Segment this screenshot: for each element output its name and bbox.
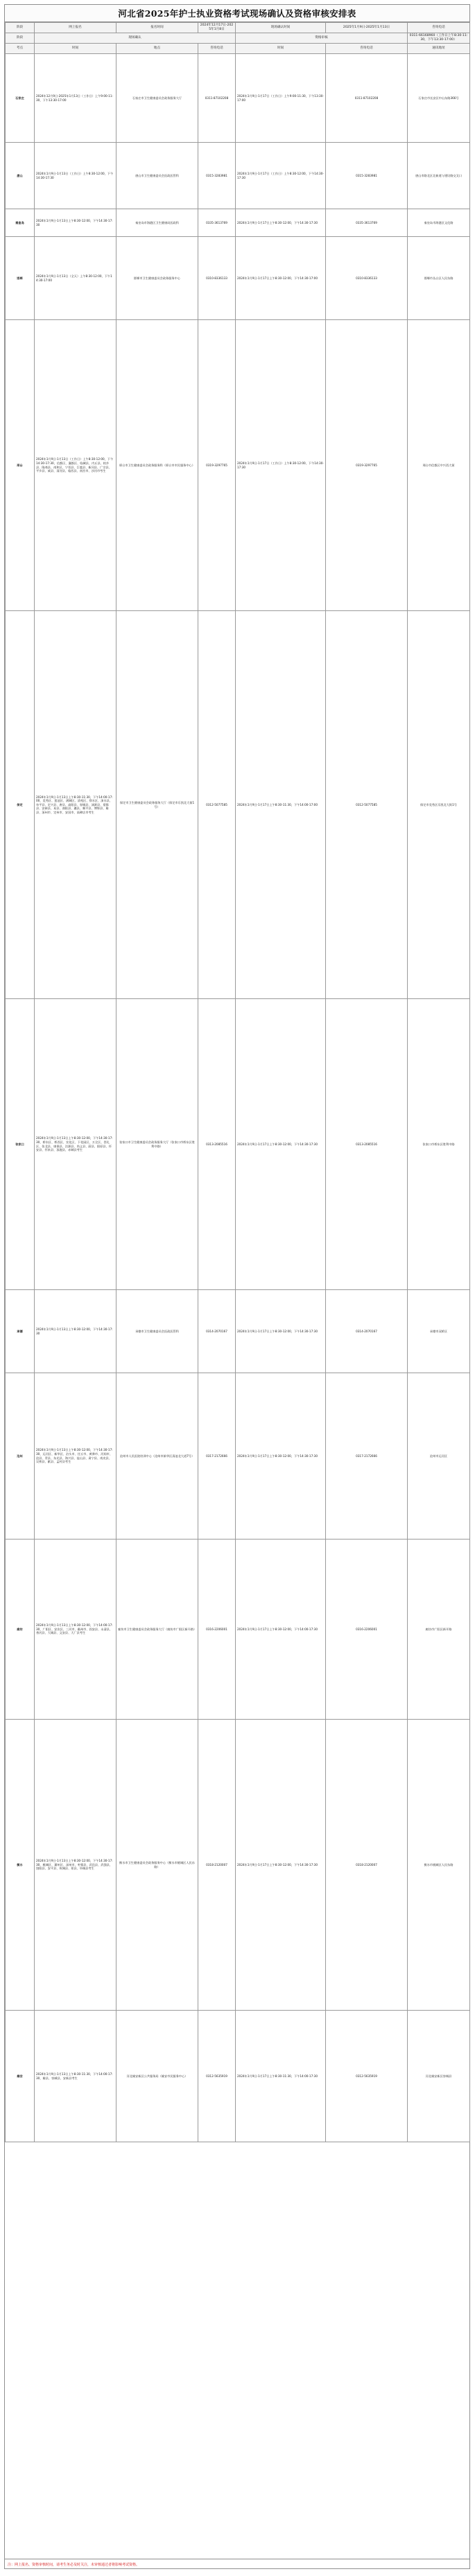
confirm-phone-cell: 0319-3297765	[198, 320, 236, 611]
mail-col: 通讯地址	[408, 44, 470, 54]
city-row	[6, 143, 470, 209]
schedule-table	[5, 22, 470, 2142]
confirm-stage: 现场确认	[35, 33, 236, 44]
confirm-time-cell: 2024年1月9日-1月13日上午8:30-11:30，下午14:00-17:00，竞秀区、莲池区、满城区、清苑区、徐水区、涞水县、阜平县、定兴县、唐县、高阳县、容城县、涞源县、望都县、安新县、易县、曲阳县、蠡县、顺平县、博野县、雄县、涿州市、定州市、安国市、高碑店市考生	[35, 611, 116, 999]
city-name: 邯郸	[6, 237, 35, 320]
register-time: 2024年12月17日-2025年1月8日	[198, 23, 236, 33]
city-row	[6, 1720, 470, 2011]
confirm-phone-cell: 0312-5077585	[198, 611, 236, 999]
header-row-2	[6, 33, 470, 44]
confirm-phone-cell: 0312-5635919	[198, 2011, 236, 2142]
review-phone-cell: 0310-8336133	[326, 237, 408, 320]
review-time-cell: 2024年1月9日-1月17日（工作日）上午9:00-11:30，下午13:30-17:00	[236, 54, 326, 143]
mail-address-cell: 秦皇岛市海港区文化路	[408, 209, 470, 237]
confirm-time-cell: 2024年1月9日-1月13日上午8:30-11:30，下午14:00-17:30，雄县、容城县、安新县考生	[35, 2011, 116, 2142]
review-time-cell: 2024年1月9日-1月17日上午8:30-12:00，下午14:30-17:30	[236, 209, 326, 237]
confirm-time-cell: 2024年1月9日-1月13日上午8:30-12:00，下午14:30-17:30	[35, 1290, 116, 1373]
register-time-header: 报名时间	[116, 23, 198, 33]
review-time-cell: 2024年1月9日-1月17日上午8:30-12:00，下午14:30-17:30	[236, 999, 326, 1290]
review-phone-cell: 0312-5077585	[326, 611, 408, 999]
city-row	[6, 1373, 470, 1540]
confirm-place-cell: 衡水市卫生健康委员会政务服务中心（衡水市桃城区人民东路）	[116, 1720, 198, 2011]
review-time-cell: 2024年1月9日-1月17日上午8:30-11:30，下午14:00-17:30	[236, 2011, 326, 2142]
city-row	[6, 320, 470, 611]
confirm-phone-cell: 0315-3283981	[198, 143, 236, 209]
confirm-place-cell: 张家口市卫生健康委员会政务服务大厅（张家口市桥东区胜利中路）	[116, 999, 198, 1290]
review-phone-cell: 0314-2070167	[326, 1290, 408, 1373]
city-name: 邢台	[6, 320, 35, 611]
city-row	[6, 1290, 470, 1373]
city-name: 唐山	[6, 143, 35, 209]
confirm-place-cell: 承德市卫生健康委员会医政医管科	[116, 1290, 198, 1373]
register-stage: 网上报名	[35, 23, 116, 33]
mail-address-cell: 唐山市路北区北新道与建设路交叉口	[408, 143, 470, 209]
region-header: 考点	[6, 44, 35, 54]
review-time-cell: 2024年1月9日-1月17日上午8:30-12:00，下午14:30-17:30	[236, 1290, 326, 1373]
title-row	[5, 5, 469, 22]
city-row	[6, 237, 470, 320]
city-name: 石家庄	[6, 54, 35, 143]
review-time-cell: 2024年1月9日-1月17日上午8:30-12:00，下午14:30-17:30	[236, 1720, 326, 2011]
confirm-phone-cell: 0310-8336133	[198, 237, 236, 320]
confirm-time-cell: 2024年1月9日-1月13日上午8:30-12:00，下午14:30-17:30，桃城区、冀州区、深州市、枣强县、武邑县、武强县、饶阳县、安平县、故城县、景县、阜城县考生	[35, 1720, 116, 2011]
confirm-phone-cell: 0335-3613769	[198, 209, 236, 237]
review-time-cell: 2024年1月9日-1月17日上午8:30-11:30，下午14:00-17:00	[236, 611, 326, 999]
review-time-cell: 2024年1月9日-1月17日上午8:30-12:00，下午14:00-17:30	[236, 1540, 326, 1720]
confirm-place-cell: 保定市卫生健康委员会政务服务大厅（保定市乐凯北大街1号）	[116, 611, 198, 999]
confirm-time-cell: 2024年1月9日-1月13日上午8:30-12:00，下午14:00-17:30，广阳区、安次区、三河市、霸州市、固安县、永清县、香河县、大城县、文安县、大厂县考生	[35, 1540, 116, 1720]
confirm-place-col: 地点	[116, 44, 198, 54]
review-phone-cell: 0319-3297765	[326, 320, 408, 611]
review-time-cell: 2024年1月9日-1月17日（工作日）上午8:30-12:00，下午14:30-17:30	[236, 320, 326, 611]
city-name: 保定	[6, 611, 35, 999]
consult-header: 咨询电话	[408, 23, 470, 33]
confirm-place-cell: 邯郸市卫生健康委员会政务服务中心	[116, 237, 198, 320]
city-row	[6, 1540, 470, 1720]
city-name: 秦皇岛	[6, 209, 35, 237]
confirm-time-header: 现场确认时间	[236, 23, 326, 33]
confirm-place-cell: 石家庄市卫生健康委员会政务服务大厅	[116, 54, 198, 143]
confirm-time-cell: 2024年1月9日-1月13日（工作日）上午8:30-12:00，下午14:30-17:30，信都区、襄都区、临城县、内丘县、柏乡县、隆尧县、南和区、宁晋县、巨鹿县、新河县、广宗县、平乡县、威县、清河县、临西县、南宫市、沙河市考生	[35, 320, 116, 611]
review-stage: 资格审核	[236, 33, 408, 44]
confirm-time-col: 时间	[35, 44, 116, 54]
confirm-place-cell: 秦皇岛市海港区卫生健康局医政科	[116, 209, 198, 237]
header-row-3	[6, 44, 470, 54]
confirm-time-cell: 2024年1月9日-1月13日（工作日）上午8:30-12:00，下午14:30-17:30	[35, 143, 116, 209]
confirm-place-cell: 唐山市卫生健康委员会医政医管科	[116, 143, 198, 209]
consult-value: 0311-66168960（工作日上午8:30-11:30，下午13:30-17:00）	[408, 33, 470, 44]
review-phone-cell: 0318-2120007	[326, 1720, 408, 2011]
confirm-place-cell: 廊坊市卫生健康委员会政务服务大厅（廊坊市广阳区新开路）	[116, 1540, 198, 1720]
mail-address-cell: 邯郸市丛台区人民东路	[408, 237, 470, 320]
confirm-place-cell: 河北雄安新区公共服务局（雄安市民服务中心）	[116, 2011, 198, 2142]
confirm-phone-col: 咨询电话	[198, 44, 236, 54]
city-row	[6, 999, 470, 1290]
city-row	[6, 54, 470, 143]
confirm-phone-cell: 0318-2120007	[198, 1720, 236, 2011]
review-phone-col: 咨询电话	[326, 44, 408, 54]
city-name: 张家口	[6, 999, 35, 1290]
confirm-time-cell: 2024年12月9日-2025年1月13日（工作日）上午9:00-11:30，下午13:30-17:00	[35, 54, 116, 143]
arrangement-sheet	[4, 4, 470, 2569]
mail-address-cell: 邢台市信都区中兴西大街	[408, 320, 470, 611]
city-name: 承德	[6, 1290, 35, 1373]
mail-address-cell: 衡水市桃城区人民东路	[408, 1720, 470, 2011]
city-row	[6, 209, 470, 237]
confirm-phone-cell: 0311-87102208	[198, 54, 236, 143]
confirm-time-cell: 2024年1月9日-1月13日上午8:30-12:00，下午14:30-17:30，运河区、新华区、泊头市、任丘市、黄骅市、河间市、沧县、青县、东光县、海兴县、盐山县、肃宁县、南皮县、吴桥县、献县、孟村县考生	[35, 1373, 116, 1540]
mail-address-cell: 承德市双桥区	[408, 1290, 470, 1373]
mail-address-cell: 沧州市运河区	[408, 1373, 470, 1540]
review-phone-cell: 0316-2206001	[326, 1540, 408, 1720]
confirm-phone-cell: 0317-2172666	[198, 1373, 236, 1540]
stage-header: 阶段	[6, 23, 35, 33]
review-phone-cell: 0312-5635919	[326, 2011, 408, 2142]
schedule-body	[6, 23, 470, 2142]
city-name: 沧州	[6, 1373, 35, 1540]
city-row	[6, 2011, 470, 2142]
footer-note: 注：网上报名、资格审核时间，请考生务必及时关注，未审核通过者将影响考试资格。	[5, 2559, 469, 2568]
review-time-cell: 2024年1月9日-1月17日上午8:30-12:00，下午14:30-17:00	[236, 237, 326, 320]
confirm-phone-cell: 0314-2070167	[198, 1290, 236, 1373]
review-phone-cell: 0311-87102208	[326, 54, 408, 143]
city-name: 衡水	[6, 1720, 35, 2011]
confirm-time-cell: 2024年1月9日-1月13日上午8:30-12:00，下午14:30-17:30	[35, 209, 116, 237]
review-phone-cell: 0317-2172666	[326, 1373, 408, 1540]
mail-address-cell: 廊坊市广阳区新开路	[408, 1540, 470, 1720]
confirm-time: 2025年1月9日-2025年1月13日	[326, 23, 408, 33]
page-title: 河北省2025年护士执业资格考试现场确认及资格审核安排表	[118, 8, 356, 19]
header-row-1	[6, 23, 470, 33]
city-row	[6, 611, 470, 999]
review-time-cell: 2024年1月9日-1月17日（工作日）上午8:30-12:00，下午14:30-17:30	[236, 143, 326, 209]
city-name: 雄安	[6, 2011, 35, 2142]
confirm-time-cell: 2024年1月9日-1月13日上午8:30-12:00，下午14:30-17:30，桥东区、桥西区、宣化区、下花园区、万全区、崇礼区、张北县、康保县、沽源县、尚义县、蔚县、阳原县、怀安县、怀来县、涿鹿县、赤城县考生	[35, 999, 116, 1290]
review-phone-cell: 0313-2085516	[326, 999, 408, 1290]
confirm-phone-cell: 0313-2085516	[198, 999, 236, 1290]
mail-address-cell: 石家庄市长安区中山东路366号	[408, 54, 470, 143]
review-time-col: 时间	[236, 44, 326, 54]
review-time-cell: 2024年1月9日-1月17日上午8:30-12:00，下午14:30-17:30	[236, 1373, 326, 1540]
mail-address-cell: 河北雄安新区容城县	[408, 2011, 470, 2142]
stage-label: 阶段	[6, 33, 35, 44]
mail-address-cell: 张家口市桥东区胜利中路	[408, 999, 470, 1290]
review-phone-cell: 0335-3613769	[326, 209, 408, 237]
confirm-place-cell: 沧州市人民医院培训中心（沧州市新华区清池北大道7号）	[116, 1373, 198, 1540]
confirm-phone-cell: 0316-2206001	[198, 1540, 236, 1720]
review-phone-cell: 0315-3283981	[326, 143, 408, 209]
confirm-place-cell: 邢台市卫生健康委员会政务服务科（邢台市市民服务中心）	[116, 320, 198, 611]
mail-address-cell: 保定市竞秀区乐凯北大街1号	[408, 611, 470, 999]
city-name: 廊坊	[6, 1540, 35, 1720]
confirm-time-cell: 2024年1月9日-1月13日（全天）上午8:30-12:00，下午14:30-17:00	[35, 237, 116, 320]
